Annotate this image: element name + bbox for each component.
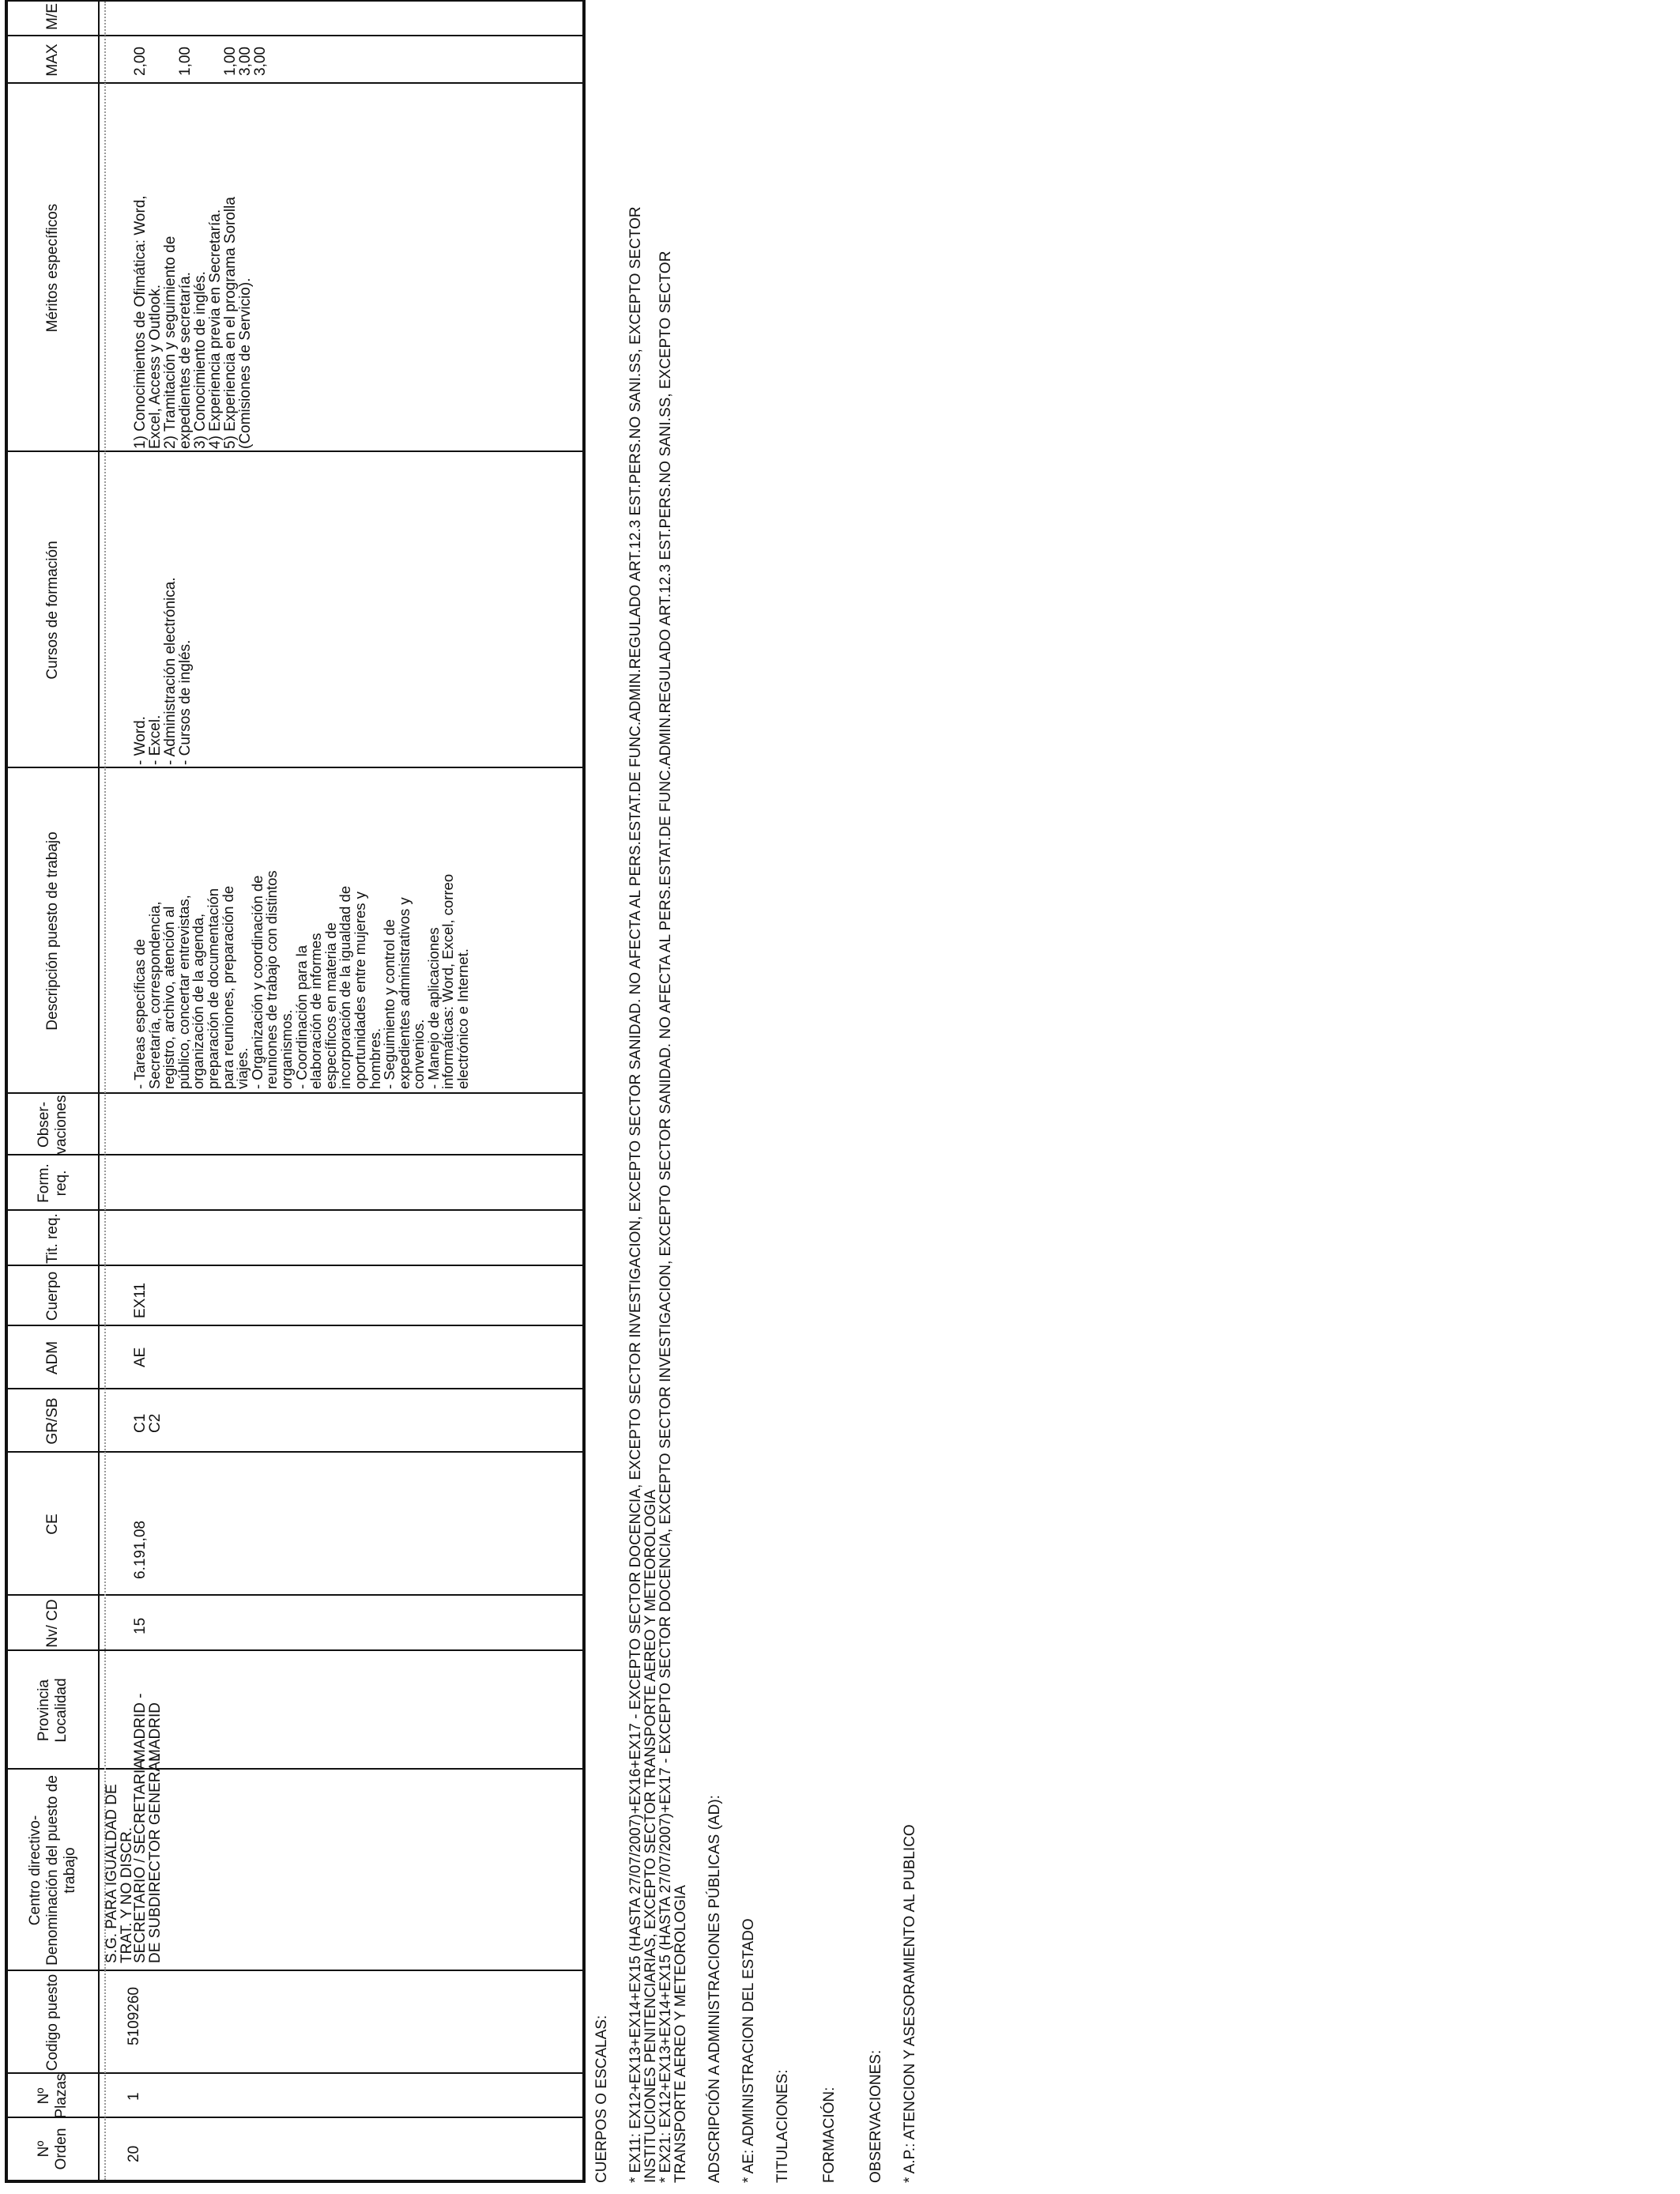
max-3: 1,00 <box>222 47 239 76</box>
cell-grsb: C1 C2 <box>132 1413 164 1433</box>
cell-nivel: 15 <box>132 1617 149 1634</box>
header-plazas: Nº Plazas <box>36 2073 70 2119</box>
header-cuerpo: Cuerpo <box>44 1271 61 1321</box>
merito-2: 2) Tramitación y seguimiento de expedientes de secretaría. <box>162 236 194 449</box>
header-max: MAX <box>44 43 61 77</box>
note-ex21: * EX21: EX12+EX13+EX14+EX15 (HASTA 27/07/2007)+EX17 - EXCEPTO SECTOR DOCENCIA, EXCEPTO SECTOR INVESTIGACION, EXCEPTO SECTOR SANIDAD. NO AFECTA AL PERS.ESTAT.DE FUNC.ADMIN.REGULADO ART.12.3 EST.PERS.NO SANI.SS, EXCEPTO SECTOR TRANSPORTE AEREO Y METEOROLOGIA <box>657 251 689 2183</box>
merito-5: 5) Experiencia en el programa Sorolla (Comisiones de Servicio). <box>222 197 254 449</box>
header-provincia: Provincia Localidad <box>36 1678 70 1743</box>
legend-notes <box>594 17 917 2183</box>
cuerpos-title: CUERPOS O ESCALAS: <box>593 2015 610 2183</box>
header-obs: Obser- vaciones <box>36 1095 70 1155</box>
note-ap: * A.P.: ATENCION Y ASESORAMIENTO AL PUBLICO <box>902 1824 918 2183</box>
max-5: 3,00 <box>252 47 269 76</box>
header-descripcion: Descripción puesto de trabajo <box>44 831 61 1031</box>
max-4: 3,00 <box>237 47 254 76</box>
cell-adm: AE <box>132 1347 149 1367</box>
header-grsb: GR/SB <box>44 1397 61 1445</box>
header-nivel: Nv/ CD <box>44 1599 61 1648</box>
header-orden: Nº Orden <box>36 2128 70 2170</box>
cell-codigo: 5109260 <box>126 1987 142 2045</box>
cell-centro-unit: S.G. PARA IGUALDAD DE TRAT. Y NO DISCR. <box>104 1784 135 1963</box>
cell-meritos <box>133 195 253 449</box>
cell-centro-puesto: SECRETARIO / SECRETARIA DE SUBDIRECTOR GENERAL <box>132 1753 164 1963</box>
header-cursos: Cursos de formación <box>44 541 61 680</box>
header-codigo: Codigo puesto <box>44 1973 61 2071</box>
max-2: 1,00 <box>177 47 194 76</box>
header-form: Form. req. <box>36 1163 70 1203</box>
observaciones-title: OBSERVACIONES: <box>868 2049 884 2183</box>
formacion-title: FORMACIÓN: <box>821 2087 838 2183</box>
max-1: 2,00 <box>132 47 149 76</box>
header-meritos: Méritos específicos <box>44 203 61 333</box>
merito-3: 3) Conocimiento de inglés. <box>192 271 209 449</box>
cell-orden: 20 <box>126 2145 142 2162</box>
cell-descripcion: - Tareas específicas de Secretaría, correspondencia, registro, archivo, atención al público, concertar entrevistas, organización de la agenda, preparación de documentación para reuniones, preparación de viajes. - Organización y coordinación de reuniones de trabajo con distintos organismos. - Coordinación para la elaboración de informes específicos en materia de incorporación de la igualdad de oportunidades entre mujeres y hombres. - Seguimiento y control de expedientes administrativos y convenios. - Manejo de aplicaciones informáticas: Word, Excel, correo electrónico e Internet. <box>131 870 472 1089</box>
header-me: M/E <box>44 3 61 30</box>
merito-1: 1) Conocimientos de Ofimática: Word, Excel, Access y Outlook. <box>132 195 164 449</box>
cell-provincia: MADRID - MADRID <box>132 1693 164 1762</box>
cell-cursos: - Word. - Excel. - Administración electrónica. - Cursos de inglés. <box>132 577 194 765</box>
note-ex11: * EX11: EX12+EX13+EX14+EX15 (HASTA 27/07/2007)+EX16+EX17 - EXCEPTO SECTOR DOCENCIA, EXCEPTO SECTOR INVESTIGACION, EXCEPTO SECTOR SANIDAD. NO AFECTA AL PERS.ESTAT.DE FUNC.ADMIN.REGULADO ART.12.3 EST.PERS.NO SANI.SS, EXCEPTO SECTOR INSTITUCIONES PENITENCIARIAS, EXCEPTO SECTOR TRANSPORTE AEREO Y METEOROLOGIA <box>627 206 659 2183</box>
adscripcion-title: ADSCRIPCIÓN A ADMINISTRACIONES PÚBLICAS (AD): <box>706 1795 723 2183</box>
cell-plazas: 1 <box>126 2092 142 2101</box>
cell-max <box>133 47 268 76</box>
cell-ce: 6.191,08 <box>132 1521 149 1579</box>
titulaciones-title: TITULACIONES: <box>774 2069 791 2183</box>
cell-cuerpo: EX11 <box>132 1282 149 1318</box>
job-table <box>5 0 586 2183</box>
merito-4: 4) Experiencia previa en Secretaría. <box>207 209 224 449</box>
header-centro: Centro directivo- Denominación del puesto de trabajo <box>27 1775 78 1966</box>
header-adm: ADM <box>44 1340 61 1375</box>
note-ae: * AE: ADMINISTRACION DEL ESTADO <box>740 1918 757 2183</box>
header-tit: Tit. req. <box>44 1213 61 1264</box>
header-ce: CE <box>44 1514 61 1535</box>
